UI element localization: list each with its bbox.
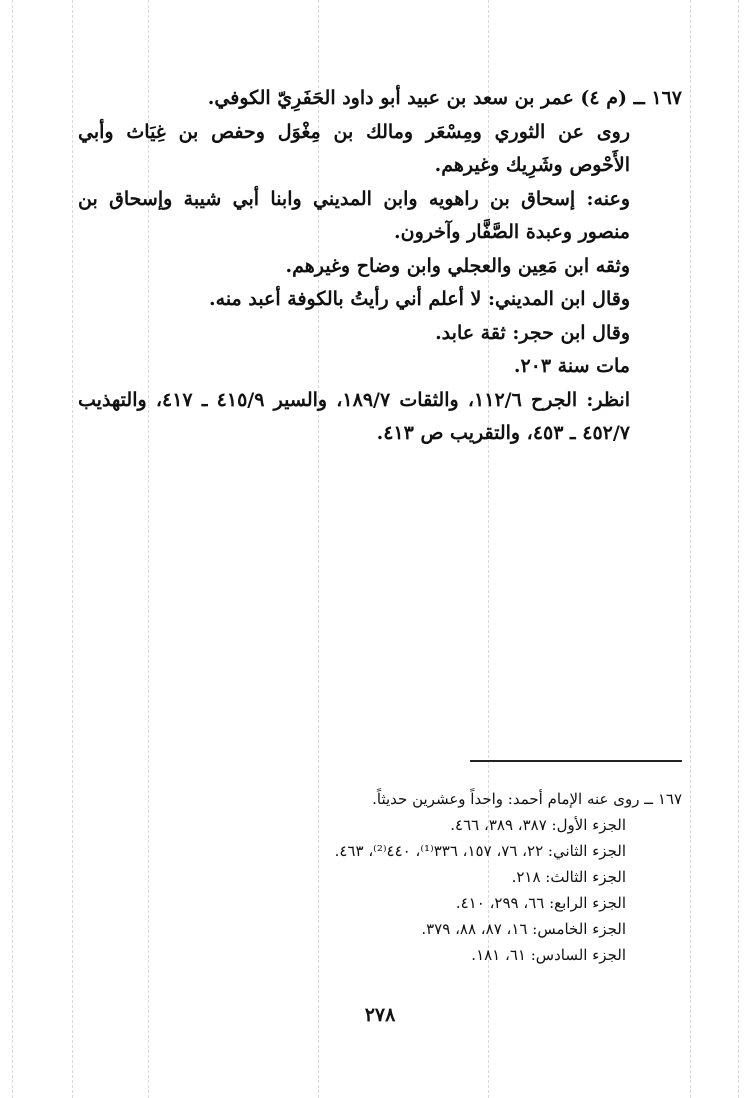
footnote-part-5: الجزء الخامس: ١٦، ٨٧، ٨٨، ٣٧٩. [421,920,626,938]
footnote-part-2: الجزء الثاني: ٢٢، ٧٦، ١٥٧، ٣٣٦⁽¹⁾، ٤٤٠⁽²⁾، ٤٦٣. [334,842,626,860]
entry-references: انظر: الجرح ١١٢/٦، والثقات ١٨٩/٧، والسير ٤١٥/٩ ـ ٤١٧، والتهذيب ٤٥٢/٧ ـ ٤٥٣، والتقريب ص ٤١٣. [78,388,630,444]
entry-narrators: وعنه: إسحاق بن راهويه وابن المديني وابنا أبي شيبة وإسحاق بن منصور وعبدة الصَّفَّار وآخرون. [78,187,630,243]
footnote-part-3: الجزء الثالث: ٢١٨. [511,868,626,886]
entry-trust: وثقه ابن مَعِين والعجلي وابن وضاح وغيرهم. [285,254,630,277]
footnote-intro: ١٦٧ ــ روى عنه الإمام أحمد: واحداً وعشرين حديثاً. [372,790,682,808]
footnote-part-1: الجزء الأول: ٣٨٧، ٣٨٩، ٤٦٦. [450,816,626,834]
entry-ibn-madini-quote: وقال ابن المديني: لا أعلم أني رأيتُ بالكوفة أعبد منه. [209,288,630,310]
entry-heading: ١٦٧ ــ (م ٤) عمر بن سعد بن عبيد أبو داود الحَفَرِيّ الكوفي. [207,87,682,109]
footnote [250,786,682,968]
footnote-part-6: الجزء السادس: ٦١، ١٨١. [471,946,626,964]
scan-guide-line [72,0,73,1098]
entry-death-year: مات سنة ٢٠٣. [513,355,630,377]
entry-ibn-hajar-quote: وقال ابن حجر: ثقة عابد. [435,321,630,344]
scan-guide-line [12,0,13,1098]
biography-entry [78,82,682,451]
scan-guide-line [690,0,691,1098]
page-number: ٢٧٨ [364,1004,396,1026]
footnote-separator [470,760,682,762]
footnote-part-4: الجزء الرابع: ٦٦، ٢٩٩، ٤١٠. [455,894,626,912]
scan-guide-line [738,0,739,1098]
entry-narrated-from: روى عن الثوري ومِسْعَر ومالك بن مِغْوَل وحفص بن غِيَاث وأبي الأَحْوص وشَرِيك وغيرهم. [78,120,630,176]
